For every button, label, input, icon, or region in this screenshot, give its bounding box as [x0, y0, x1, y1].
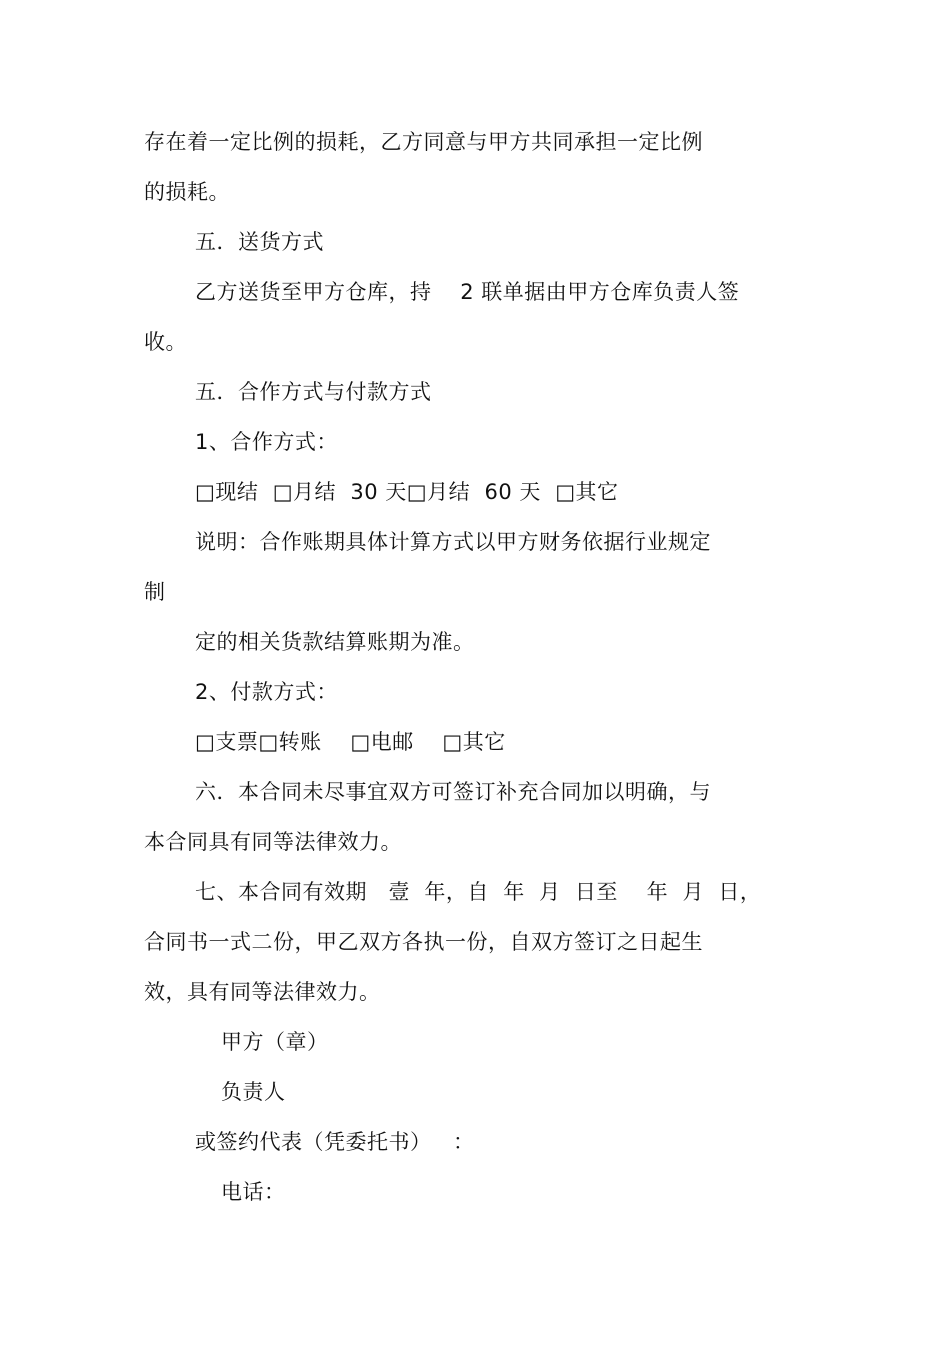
- section-heading: 五．送货方式: [195, 230, 324, 254]
- text-line: 的损耗。: [144, 180, 230, 204]
- signature-label: 电话：: [221, 1180, 286, 1204]
- checkbox-options-line: □现结 □月结 30 天□月结 60 天 □其它: [195, 480, 619, 504]
- text-line: 效，具有同等法律效力。: [144, 980, 381, 1004]
- subsection-heading: 1、合作方式：: [195, 430, 338, 454]
- text-line: 收。: [144, 330, 187, 354]
- checkbox-options-line: □支票□转账 □电邮 □其它: [195, 730, 506, 754]
- text-line: 制: [144, 580, 166, 604]
- section-heading: 七、本合同有效期 壹 年，自 年 月 日至 年 月 日，: [195, 880, 762, 904]
- signature-label: 甲方（章）: [221, 1030, 329, 1054]
- subsection-heading: 2、付款方式：: [195, 680, 338, 704]
- text-line: 乙方送货至甲方仓库，持 2 联单据由甲方仓库负责人签: [195, 280, 740, 304]
- signature-label: 或签约代表（凭委托书） ：: [195, 1130, 475, 1154]
- text-line: 说明：合作账期具体计算方式以甲方财务依据行业规定: [195, 530, 711, 554]
- section-heading: 五．合作方式与付款方式: [195, 380, 432, 404]
- text-line: 定的相关货款结算账期为准。: [195, 630, 475, 654]
- text-line: 存在着一定比例的损耗，乙方同意与甲方共同承担一定比例: [144, 130, 703, 154]
- text-line: 本合同具有同等法律效力。: [144, 830, 402, 854]
- text-line: 合同书一式二份，甲乙双方各执一份，自双方签订之日起生: [144, 930, 703, 954]
- signature-label: 负责人: [221, 1080, 286, 1104]
- section-heading: 六．本合同未尽事宜双方可签订补充合同加以明确，与: [195, 780, 711, 804]
